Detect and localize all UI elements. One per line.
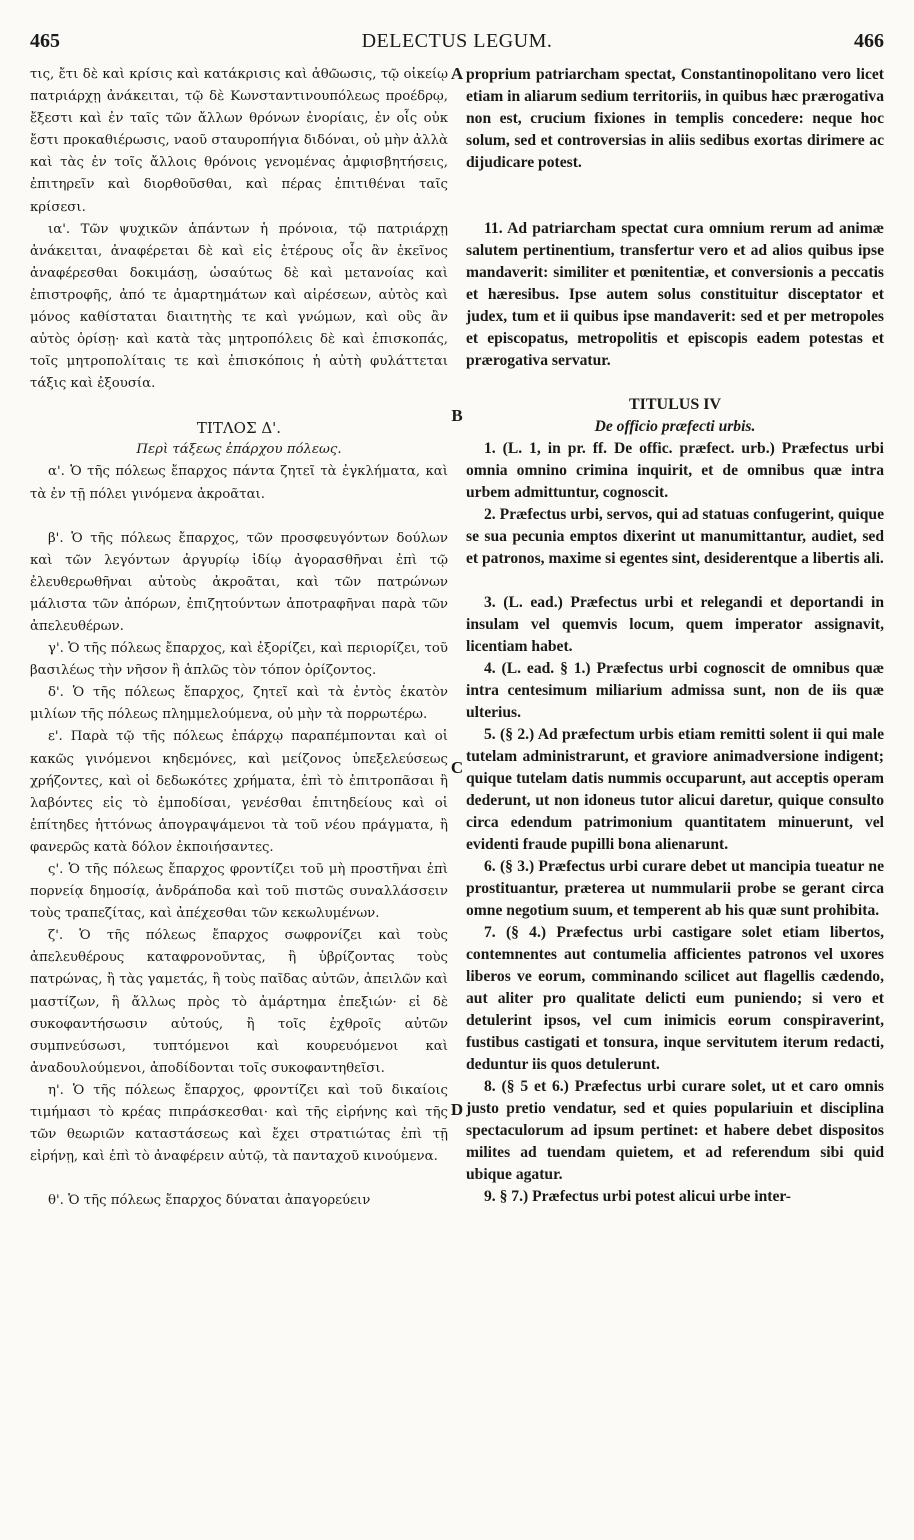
latin-subtitle: De officio præfecti urbis.	[594, 418, 756, 435]
greek-section-8: η'. Ὁ τῆς πόλεως ἔπαρχος, φροντίζει καὶ τοῦ δικαίοις τιμήμασι τὸ κρέας πιπράσκεσθαι· καὶ τῆς εἰρήνης καὶ τῆς τῶν θεωριῶν καταστάσεως καὶ ἔχει στρατιώτας ἐπὶ τῇ εἰρήνῃ, καὶ ἐπὶ τὸ ἀναφέρειν αὐτῷ, τὰ πανταχοῦ κινούμενα.	[30, 1082, 448, 1165]
latin-paragraph-2: 11. Ad patriarcham spectat cura omnium rerum ad animæ salutem pertinentium, transfertur vero et ad alios quibus ipse mandaverit: similiter et pœnitentiæ, et conversionis a peccatis et hæresibus. Ipse autem solus constituitur disceptator et judex, tum et ii quibus ipse mandaverit: sed et per metropoles et episcopatus, metropolitis et episcopis eadem potestas et prærogativa servatur.	[466, 220, 884, 369]
greek-section-7: ζ'. Ὁ τῆς πόλεως ἔπαρχος σωφρονίζει καὶ τοὺς ἀπελευθέρους καταφρονοῦντας, ἢ ὑβρίζοντας τοὺς πατρώνας, ἢ τὰς γαμετάς, ἢ τοὺς παῖδας αὐτῶν, ἀπειλῶν καὶ μαστίζων, ἢ ἄλλως πρὸς τὸ ἁμάρτημα ἐπεξιών· εἰ δὲ συκοφαντήσωσιν αὐτούς, ἢ τοῖς ἐχθροῖς αὐτῶν συμπνεύσωσι, τυπτόμενοι καὶ κουρευόμενοι καὶ ἀναδουλούμενοι, ἀποδίδονται τοῖς συκοφαντηθεῖσι.	[30, 928, 448, 1076]
right-page-number: 466	[854, 30, 884, 52]
greek-section-3: γ'. Ὁ τῆς πόλεως ἔπαρχος, καὶ ἐξορίζει, καὶ περιορίζει, τοῦ βασιλέως τὴν νῆσον ἢ ἁπλῶς τὸν τόπον ὁρίζοντος.	[30, 641, 448, 679]
margin-letter-a: A	[450, 64, 464, 83]
margin-letter-c: C	[450, 758, 464, 777]
margin-letter-d: D	[450, 1100, 464, 1119]
greek-section-1: α'. Ὁ τῆς πόλεως ἔπαρχος πάντα ζητεῖ τὰ ἐγκλήματα, καὶ τὰ ἐν τῇ πόλει γινόμενα ἀκροᾶται.	[30, 464, 448, 502]
greek-section-6: ς'. Ὁ τῆς πόλεως ἔπαρχος φροντίζει τοῦ μὴ προστῆναι ἐπὶ πορνείᾳ δημοσίᾳ, ἀνδράποδα καὶ τοῦ πιστῶς συναλλάσσειν τοὺς τραπεζίτας, καὶ ἀπέχεσθαι τῶν κεκωλυμένων.	[30, 862, 448, 922]
running-title: DELECTUS LEGUM.	[361, 30, 553, 52]
latin-paragraph-1: proprium patriarcham spectat, Constantinopolitano vero licet etiam in aliarum sedium territoriis, in quibus hæc prærogativa non est, crucium fixiones in templis concedere: neque hoc solum, sed et controversias in aliis sedibus exortas dirimere ac dijudicare potest.	[466, 66, 884, 171]
left-page-number: 465	[30, 30, 60, 52]
latin-section-5: 5. (§ 2.) Ad præfectum urbis etiam remitti solent ii qui male tutelam administrarunt, et graviore animadversione indigent; quique tutelam datis nummis occuparunt, aut acceptis operam dederunt, ut non idoneus tutor alicui daretur, quique consulto circa edendum patrimonium quantitatem minuerunt, vel evidenti fraude pupilli bona alienarunt.	[466, 726, 884, 853]
greek-section-9: θ'. Ὁ τῆς πόλεως ἔπαρχος δύναται ἀπαγορεύειν	[48, 1193, 371, 1209]
latin-section-7: 7. (§ 4.) Præfectus urbi castigare solet etiam libertos, contemnentes aut contumelia afficientes patronos vel uxores liberos ve eorum, comminando scilicet aut flagellis cædendo, aut aliter pro qualitate delicti eum puniendo; si vero et detulerint ipsos, vel cum inimicis eorum conspiraverint, fustibus castigati et tonsura, inque servitutem iterum redacti, deduntur iis quos detulerunt.	[466, 924, 884, 1073]
page-header	[30, 30, 884, 58]
latin-column	[466, 64, 884, 1524]
latin-section-6: 6. (§ 3.) Præfectus urbi curare debet ut mancipia tueatur ne prostituantur, præterea ut nummularii probe se gerant circa omne negotium suum, et temperent ab his quæ sunt prohibita.	[466, 858, 884, 919]
latin-section-3: 3. (L. ead.) Præfectus urbi et relegandi et deportandi in insulam vel quemvis locum, quem imperator assignavit, licentiam habet.	[466, 594, 884, 655]
latin-section-8: 8. (§ 5 et 6.) Præfectus urbi curare solet, ut et caro omnis justo pretio vendatur, sed et quies populariuin et disciplina spectaculorum ad ipsum pertinet: et habere debet dispositos milites ad tuendam quietem, et ad referendum sibi quid ubique agatur.	[466, 1078, 884, 1183]
latin-title: TITULUS IV	[628, 396, 722, 413]
greek-section-4: δ'. Ὁ τῆς πόλεως ἔπαρχος, ζητεῖ καὶ τὰ ἐντὸς ἑκατὸν μιλίων τῆς πόλεως πλημμελούμενα, οὐ μὴν τὰ πορρωτέρω.	[30, 685, 448, 723]
greek-subtitle: Περὶ τάξεως ἐπάρχου πόλεως.	[136, 442, 342, 458]
greek-column	[30, 64, 448, 1524]
latin-section-9: 9. § 7.) Præfectus urbi potest alicui urbe inter-	[484, 1188, 791, 1205]
greek-title: ΤΙΤΛΟΣ Δ'.	[196, 419, 282, 438]
greek-section-5: ε'. Παρὰ τῷ τῆς πόλεως ἐπάρχῳ παραπέμπονται καὶ οἱ κακῶς γινόμενοι κηδεμόνες, καὶ μείζονος ὑπεξελεύσεως χρήζοντες, καὶ οἱ δεδωκότες χρήματα, ἐπὶ τὸ ἐπιτροπᾶσαι ἢ λαβόντες εἰς τὸ ἐμποδίσαι, γενέσθαι ἐπιτηδείους καὶ οἱ ἐπίτηδες ἡττόνως ἀπογραψάμενοι τὰ τοῦ νέου πράγματα, ἢ φανερῶς κατὰ δόλον ἐκποιήσαντες.	[30, 729, 448, 855]
greek-paragraph-2: ια'. Τῶν ψυχικῶν ἁπάντων ἡ πρόνοια, τῷ πατριάρχῃ ἀνάκειται, ἀναφέρεται δὲ καὶ εἰς ἑτέρους οἷς ἂν ἐκεῖνος ἀναφέρεσθαι δοκιμάσῃ, ὡσαύτως δὲ καὶ μετανοίας καὶ ἐπιστροφῆς, ἀπό τε ἁμαρτημάτων καὶ αἱρέσεων, αὐτὸς καὶ μόνος καθίσταται διαιτητὴς τε καὶ γνώμων, καὶ οὓς ἂν αὐτὸς ὁρίσῃ· καὶ κατὰ τὰς μητροπόλεις δὲ καὶ ἐπισκοπάς, τοῖς μητροπολίταις τε καὶ ἐπισκόποις ἡ αὐτὴ φυλάττεται τάξις καὶ ἐξουσία.	[30, 221, 448, 392]
latin-section-2: 2. Præfectus urbi, servos, qui ad statuas confugerint, quique se sua pecunia emptos dixerint ut manumittantur, audiet, sed et patronos, maxime si egentes sint, desiderentque a libertis ali.	[466, 506, 884, 567]
latin-section-4: 4. (L. ead. § 1.) Præfectus urbi cognoscit de omnibus quæ intra centesimum miliarium admissa sunt, non de iis quæ ulterius.	[466, 660, 884, 721]
margin-letter-b: B	[451, 406, 463, 425]
greek-section-2: β'. Ὁ τῆς πόλεως ἔπαρχος, τῶν προσφευγόντων δούλων καὶ τῶν λεγόντων ἀργυρίῳ ἰδίῳ ἀγορασθῆναι ἐπὶ τῷ ἐλευθερωθῆναι αὐτοὺς ἀκροᾶται, καὶ τῶν πατρώνων μάλιστα τῶν ἀπόρων, ἐπιζητούντων ἀποτραφῆναι παρὰ τῶν ἀπελευθέρων.	[30, 530, 448, 634]
latin-section-1: 1. (L. 1, in pr. ff. De offic. præfect. urb.) Præfectus urbi omnia omnino crimina inquirit, et de omnibus quæ intra urbem admittuntur, cognoscit.	[466, 440, 884, 501]
greek-paragraph-1: τις, ἔτι δὲ καὶ κρίσις καὶ κατάκρισις καὶ ἀθῶωσις, τῷ οἰκείῳ πατριάρχῃ ἀνάκειται, τῷ δὲ Κωνσταντινουπόλεως προέδρῳ, ἔξεστι καὶ ἐν ταῖς τῶν ἄλλων θρόνων ἐνορίαις, ἐν οἷς οὐκ ἔστι προκαθιέρωσις, ναοῦ σταυροπήγια διδόναι, οὐ μὴν ἀλλὰ καὶ τὰς ἐν τοῖς ἄλλοις θρόνοις γενομένας ἀμφισβητήσεις, ἐπιτηρεῖν καὶ διορθοῦσθαι, καὶ πέρας ἐπιτιθέναι ταῖς κρίσεσι.	[30, 67, 448, 215]
